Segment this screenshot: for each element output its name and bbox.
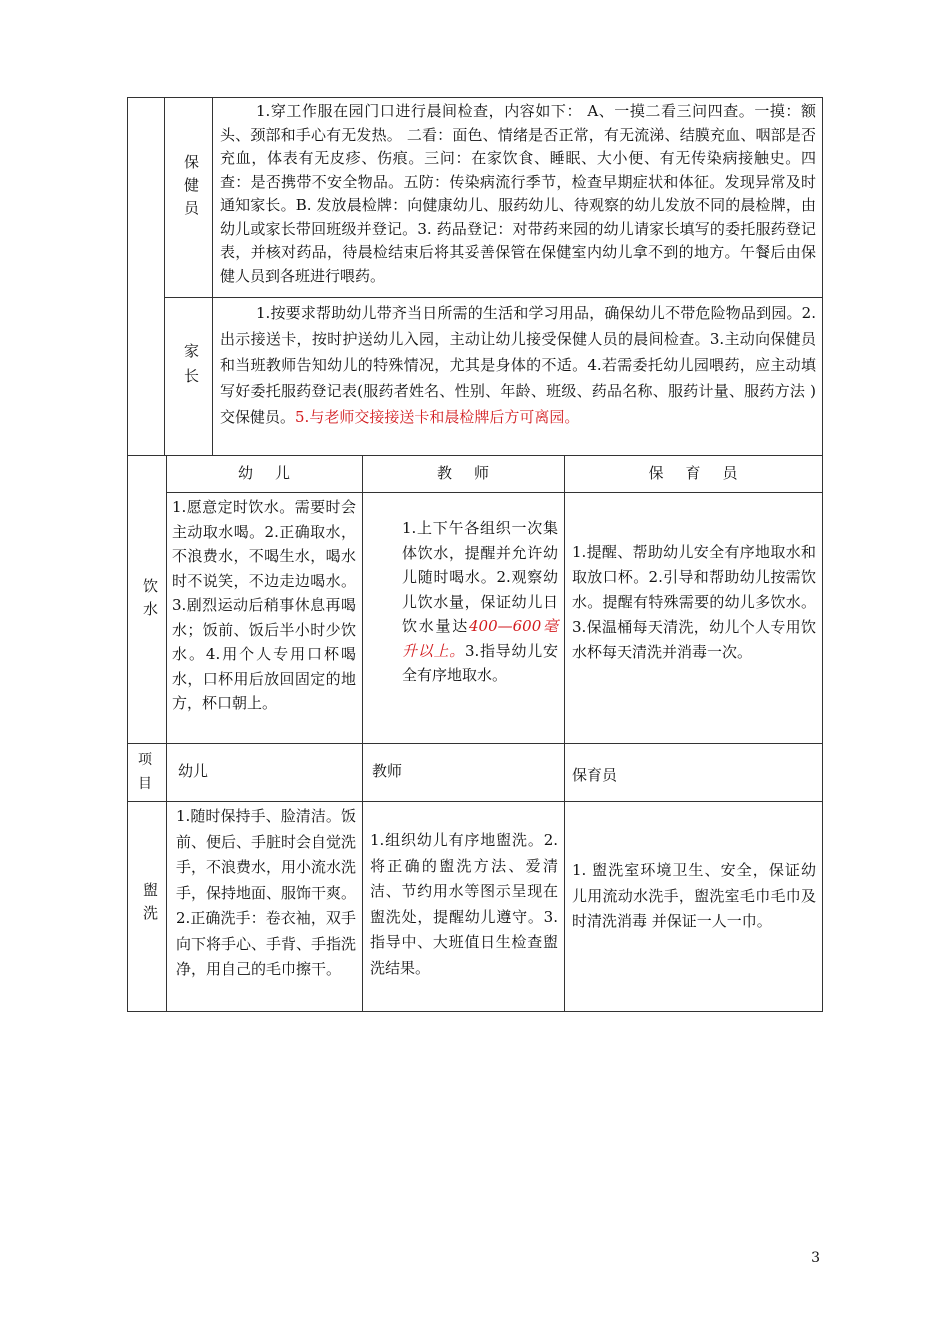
table-border [564, 743, 565, 1012]
row-label-item: 项目 [138, 752, 152, 792]
table-border [127, 743, 823, 744]
table-border [164, 297, 823, 298]
column-header-nurse: 保育员 [648, 464, 760, 482]
drinking-child-text: 1.愿意定时饮水。需要时会主动取水喝。2.正确取水，不浪费水，不喝生水，喝水时不说笑，不边走边喝水。3.剧烈运动后稍事休息再喝水；饭前、饭后半小时少饮水。4.用个人专用口杯喝水，口杯用后放回固定的地方，杯口朝上。 [172, 498, 356, 712]
table-border [166, 492, 823, 493]
table-border [362, 455, 363, 743]
washing-nurse-text: 1. 盥洗室环境卫生、安全，保证幼儿用流动水洗手，盥洗室毛巾毛巾及时清洗消毒 并保证一人一巾。 [572, 861, 816, 930]
item-header-child: 幼儿 [178, 762, 209, 780]
row-label-health-worker: 保健员 [182, 154, 200, 223]
column-header-child: 幼儿 [237, 464, 312, 482]
table-border [127, 455, 823, 456]
drinking-teacher-text [402, 516, 558, 688]
drinking-teacher-b: 3.指导幼儿安全有序地取水。 [402, 641, 558, 684]
item-header-teacher: 教师 [372, 762, 403, 780]
parent-text-body: 1.按要求帮助幼儿带齐当日所需的生活和学习用品，确保幼儿不带危险物品到园。2. 出示接送卡，按时护送幼儿入园，主动让幼儿接受保健人员的晨间检查。3.主动向保健员和当班教师告知幼儿的特殊情况，尤其是身体的不适。4.若需委托幼儿园喂药，应主动填写好委托服药登记表(服药者姓名、性别、年龄、班级、药品名称、服药计量、服药方法 )交保健员。 [220, 304, 816, 426]
table-border [127, 97, 823, 98]
parent-text [220, 300, 816, 430]
washing-child-text: 1.随时保持手、脸清洁。饭前、便后、手脏时会自觉洗手，不浪费水，用小流水洗手，保持地面、服饰干爽。2.正确洗手：卷衣袖，双手向下将手心、手背、手指洗净，用自己的毛巾擦干。 [176, 807, 357, 978]
drinking-teacher-highlight: 400—600毫升以上。 [402, 617, 558, 660]
item-header-nurse: 保育员 [572, 766, 618, 784]
row-label-drinking: 饮水 [141, 578, 159, 624]
column-header-teacher: 教师 [436, 464, 511, 482]
page-number: 3 [811, 1250, 820, 1266]
health-worker-text: 1.穿工作服在园门口进行晨间检查，内容如下： A、一摸二看三问四查。一摸：额头、颈部和手心有无发热。 二看：面色、情绪是否正常，有无流涕、结膜充血、咽部是否充血，体表有无皮疹、伤痕。三问：在家饮食、睡眠、大小便、有无传染病接触史。四查：是否携带不安全物品。五防：传染病流行季节，检查早期症状和体征。发现异常及时通知家长。B. 发放晨检牌：向健康幼儿、服药幼儿、待观察的幼儿发放不同的晨检牌，由幼儿或家长带回班级并登记。3. 药品登记：对带药来园的幼儿请家长填写的委托服药登记表，并核对药品，待晨检结束后将其妥善保管在保健室内幼儿拿不到的地方。午餐后由保健人员到各班进行喂药。 [220, 102, 816, 285]
table-border [564, 455, 565, 743]
table-border [127, 97, 128, 1012]
table-border [164, 97, 165, 455]
row-label-washing: 盥洗 [141, 882, 159, 928]
table-border [166, 455, 167, 1012]
table-border [362, 743, 363, 1012]
washing-teacher-text: 1.组织幼儿有序地盥洗。2.将正确的盥洗方法、爱清洁、节约用水等图示呈现在盥洗处，提醒幼儿遵守。3.指导中、大班值日生检查盥洗结果。 [370, 831, 558, 977]
table-border [212, 97, 213, 455]
drinking-teacher-a: 1.上下午各组织一次集体饮水，提醒并允许幼儿随时喝水。2.观察幼儿饮水量，保证幼儿日饮水量达 [402, 519, 558, 635]
table-border [127, 801, 823, 802]
row-label-parent: 家长 [182, 343, 200, 393]
parent-text-highlight: 5.与老师交接接送卡和晨检牌后方可离园。 [295, 408, 580, 426]
drinking-nurse-text: 1.提醒、帮助幼儿安全有序地取水和取放口杯。2.引导和帮助幼儿按需饮水。提醒有特殊需要的幼儿多饮水。3.保温桶每天清洗，幼儿个人专用饮水杯每天清洗并消毒一次。 [572, 543, 816, 661]
table-border [127, 1011, 823, 1012]
table-border [822, 97, 823, 1012]
